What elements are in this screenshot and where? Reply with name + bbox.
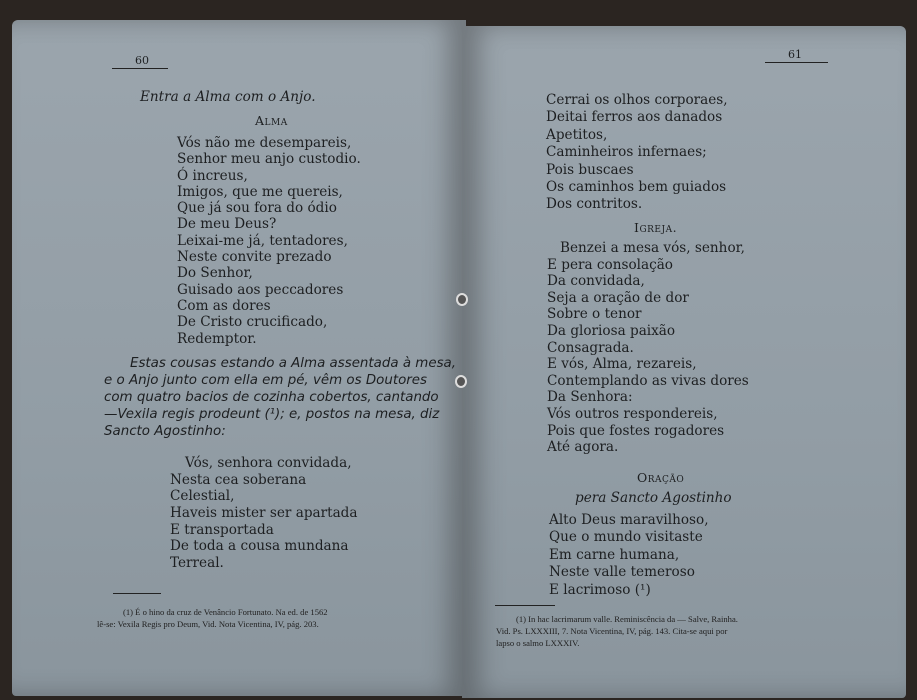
verse-line: Que o mundo visitaste — [549, 529, 703, 546]
verse-line: Os caminhos bem guiados — [546, 178, 727, 195]
stage-direction-prose — [104, 355, 456, 440]
verse-block — [546, 92, 728, 214]
verse-line: Da gloriosa paixão — [547, 322, 676, 339]
verse-line: Celestial, — [170, 488, 235, 505]
verse-line: Apetitos, — [546, 126, 608, 143]
verse-line: Do Senhor, — [177, 265, 253, 282]
verse-line: Consagrada. — [547, 339, 634, 356]
verse-line: E lacrimoso (¹) — [549, 581, 651, 598]
verse-line: Caminheiros infernaes; — [546, 144, 707, 161]
page-number: 60 — [135, 54, 149, 67]
prose-line: Sancto Agostinho: — [104, 424, 226, 439]
section-heading: Oração — [637, 470, 685, 485]
prose-line: Estas cousas estando a Alma assentada à mesa, — [130, 356, 457, 371]
verse-line: Benzei a mesa vós, senhor, — [560, 240, 745, 256]
verse-line: Que já sou fora do ódio — [177, 200, 337, 217]
verse-line: Guisado aos peccadores — [177, 281, 344, 298]
verse-line: Redemptor. — [177, 330, 257, 347]
section-subheading: pera Sancto Agostinho — [575, 490, 732, 506]
verse-line: Deitai ferros aos danados — [546, 109, 723, 126]
verse-line: Seja a oração de dor — [547, 289, 689, 306]
prose-line: —Vexila regis prodeunt (¹); e, postos na mesa, diz — [104, 407, 440, 422]
verse-block — [170, 455, 358, 572]
verse-line: Vós não me desempareis, — [177, 135, 352, 151]
verse-block — [177, 135, 361, 347]
verse-line: Até agora. — [547, 439, 619, 456]
verse-block — [549, 512, 709, 599]
verse-line: Pois que fostes rogadores — [547, 422, 725, 439]
stage-direction: Entra a Alma com o Anjo. — [140, 89, 316, 105]
verse-line: Em carne humana, — [549, 546, 680, 563]
verse-line: Pois buscaes — [546, 161, 634, 178]
verse-line: Cerrai os olhos corporaes, — [546, 92, 728, 108]
footnote — [97, 606, 328, 630]
speaker-name: Igreja. — [634, 220, 678, 235]
verse-line: Com as dores — [177, 297, 271, 314]
verse-line: E pera consolação — [547, 256, 673, 273]
verse-line: Leixai-me já, tentadores, — [177, 232, 348, 249]
verse-line: Contemplando as vivas dores — [547, 372, 749, 389]
verse-line: Nesta cea soberana — [170, 471, 307, 488]
footnote-line: (1) In hac lacrimarum valle. Reminiscência da — Salve, Rainha. — [516, 614, 738, 624]
verse-block — [547, 240, 749, 456]
page-number: 61 — [788, 48, 802, 61]
verse-line: E transportada — [170, 521, 274, 538]
footnote — [496, 613, 738, 649]
header-rule — [112, 68, 168, 69]
verse-line: Sobre o tenor — [547, 306, 642, 323]
binding-staple — [455, 375, 467, 388]
verse-line: Terreal. — [170, 555, 224, 572]
verse-line: E vós, Alma, rezareis, — [547, 356, 697, 373]
verse-line: De Cristo crucificado, — [177, 314, 328, 331]
verse-line: De toda a cousa mundana — [170, 538, 349, 555]
verse-line: Haveis mister ser apartada — [170, 505, 358, 522]
footnote-line: lapso o salmo LXXXIV. — [496, 638, 580, 648]
footnote-rule — [495, 605, 555, 606]
prose-line: com quatro bacios de cozinha cobertos, cantando — [104, 390, 439, 405]
verse-line: Senhor meu anjo custodio. — [177, 151, 361, 168]
footnote-line: (1) É o hino da cruz de Venâncio Fortunato. Na ed. de 1562 — [123, 607, 328, 617]
footnote-rule — [113, 593, 161, 594]
binding-staple — [456, 293, 468, 306]
header-rule — [765, 62, 828, 63]
verse-line: Da Senhora: — [547, 389, 633, 406]
verse-line: Neste convite prezado — [177, 249, 332, 266]
footnote-line: Vid. Ps. LXXXIII, 7. Nota Vicentina, IV, pág. 143. Cita-se aqui por — [496, 626, 728, 636]
verse-line: Imigos, que me quereis, — [177, 183, 343, 200]
verse-line: Vós, senhora convidada, — [185, 455, 352, 471]
footnote-line: lê-se: Vexila Regis pro Deum, Vid. Nota Vicentina, IV, pág. 203. — [97, 619, 319, 629]
verse-line: Ó increus, — [177, 167, 248, 184]
prose-line: e o Anjo junto com ella em pé, vêm os Doutores — [104, 373, 427, 388]
verse-line: Vós outros respondereis, — [547, 405, 718, 422]
verse-line: Dos contritos. — [546, 196, 643, 213]
verse-line: De meu Deus? — [177, 216, 277, 233]
verse-line: Alto Deus maravilhoso, — [549, 512, 709, 528]
verse-line: Neste valle temeroso — [549, 564, 695, 581]
verse-line: Da convidada, — [547, 273, 645, 290]
speaker-name: Alma — [255, 113, 288, 128]
